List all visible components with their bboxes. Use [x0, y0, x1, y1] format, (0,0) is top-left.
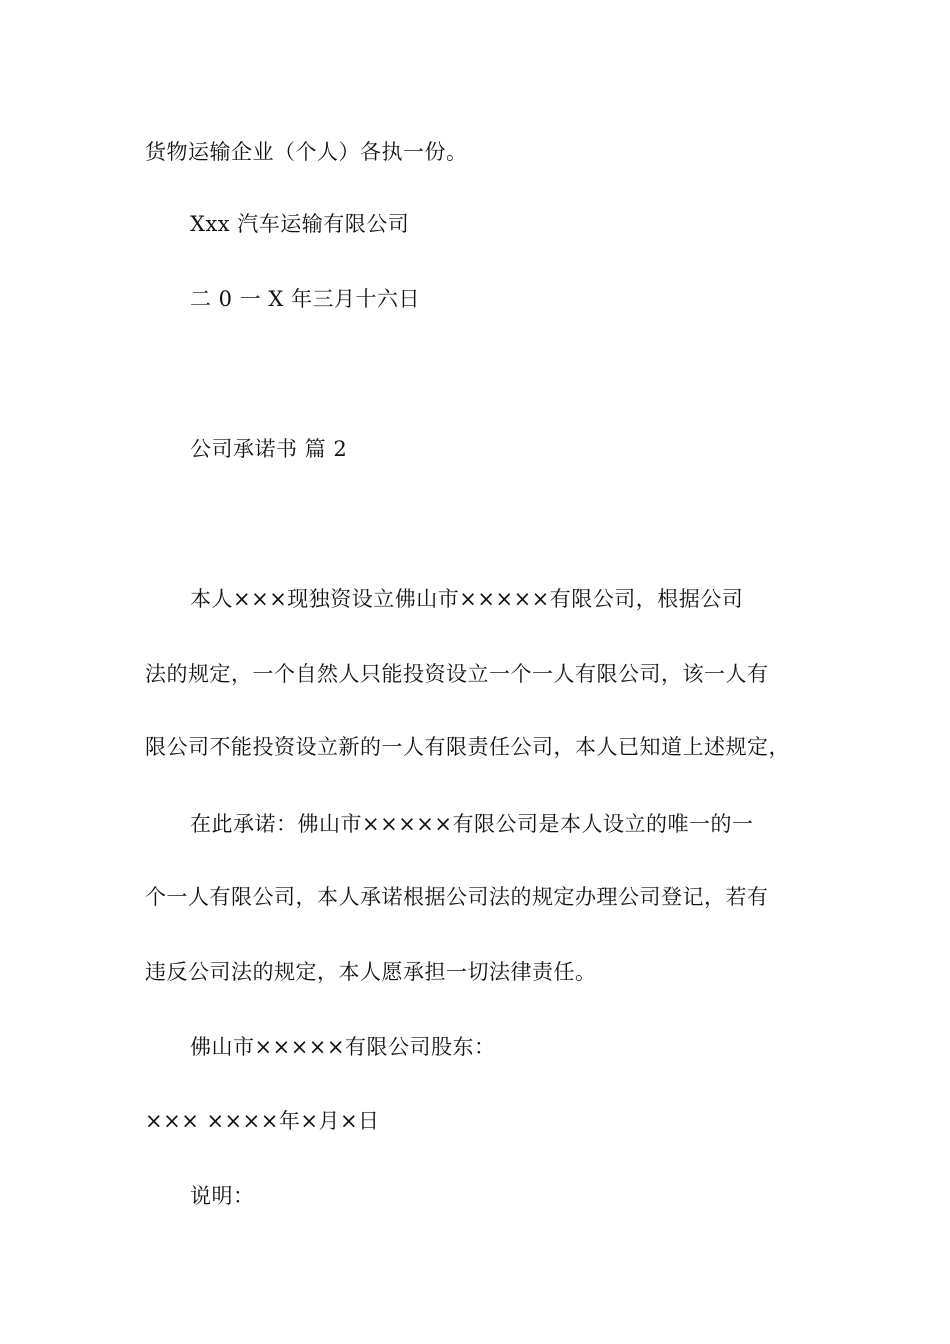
- paragraph-line: 个一人有限公司，本人承诺根据公司法的规定办理公司登记，若有: [145, 885, 769, 909]
- signature-date-line: ××× ××××年×月×日: [145, 1109, 380, 1133]
- paragraph-line: 在此承诺：佛山市×××××有限公司是本人设立的唯一的一: [190, 812, 754, 836]
- signature-date: 二 0 一 X 年三月十六日: [190, 287, 421, 311]
- paragraph-line: 法的规定，一个自然人只能投资设立一个一人有限公司，该一人有: [145, 662, 769, 686]
- paragraph-line: 限公司不能投资设立新的一人有限责任公司，本人已知道上述规定，: [145, 735, 790, 759]
- text-line-copies: 货物运输企业（个人）各执一份。: [145, 140, 468, 164]
- signature-company: Xxx 汽车运输有限公司: [190, 212, 410, 236]
- note-label: 说明：: [190, 1184, 255, 1208]
- paragraph-line: 本人×××现独资设立佛山市×××××有限公司，根据公司: [190, 587, 744, 611]
- section-heading: 公司承诺书 篇 2: [190, 437, 348, 461]
- shareholder-label: 佛山市×××××有限公司股东：: [190, 1035, 496, 1059]
- paragraph-line: 违反公司法的规定，本人愿承担一切法律责任。: [145, 960, 597, 984]
